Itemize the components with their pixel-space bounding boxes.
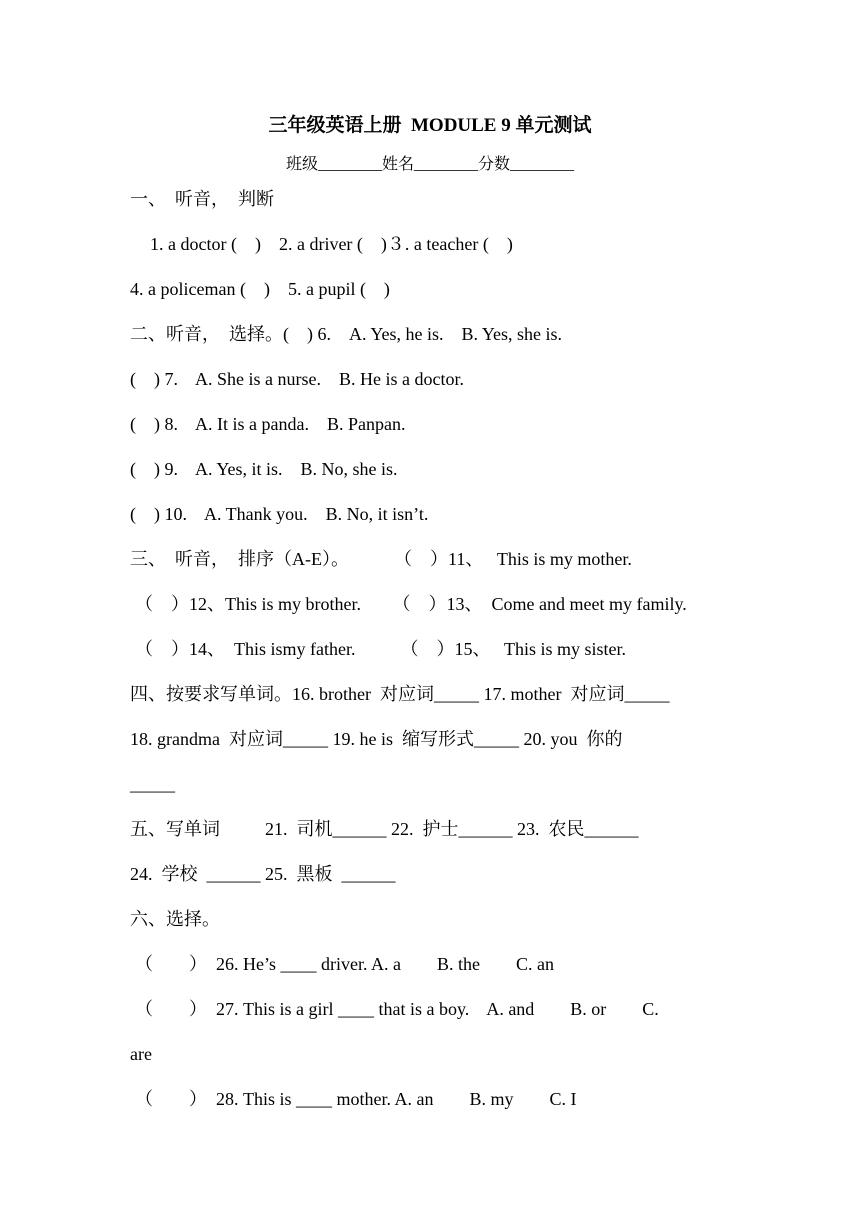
exam-line: 二、听音， 选择。( ) 6. A. Yes, he is. B. Yes, she is. — [130, 324, 563, 344]
exam-line: 4. a policeman ( ) 5. a pupil ( ) — [130, 279, 390, 299]
exam-line: （ ） 27. This is a girl ____ that is a boy. A. and B. or C. — [135, 999, 659, 1019]
page-title: 三年级英语上册 MODULE 9 单元测试 — [268, 115, 592, 136]
exam-line: 三、 听音， 排序（A-E）。 （ ）11、 This is my mother. — [130, 549, 632, 569]
exam-line: 五、写单词 21. 司机______ 22. 护士______ 23. 农民______ — [130, 819, 639, 839]
exam-line: 四、按要求写单词。16. brother 对应词_____ 17. mother 对应词_____ — [130, 684, 670, 704]
exam-line: （ ）14、 This ismy father. （ ）15、 This is my sister. — [135, 639, 626, 659]
exam-line: _____ — [130, 774, 175, 794]
exam-line: 18. grandma 对应词_____ 19. he is 缩写形式_____ 20. you 你的 — [130, 729, 623, 749]
exam-line: 24. 学校 ______ 25. 黑板 ______ — [130, 864, 396, 884]
exam-line: （ ） 26. He’s ____ driver. A. a B. the C. an — [135, 954, 554, 974]
student-info-line: 班级________姓名________分数________ — [285, 156, 574, 173]
exam-line: 1. a doctor ( ) 2. a driver ( )３. a teacher ( ) — [150, 234, 513, 254]
exam-line: ( ) 8. A. It is a panda. B. Panpan. — [130, 414, 406, 434]
exam-line: （ ）12、This is my brother. （ ）13、 Come and meet my family. — [135, 594, 687, 614]
exam-line: ( ) 10. A. Thank you. B. No, it isn’t. — [130, 504, 429, 524]
exam-line: 六、选择。 — [130, 909, 220, 929]
exam-line: ( ) 7. A. She is a nurse. B. He is a doctor. — [130, 369, 464, 389]
exam-line: are — [130, 1044, 152, 1064]
exam-line: （ ） 28. This is ____ mother. A. an B. my C. I — [135, 1089, 577, 1109]
exam-line: ( ) 9. A. Yes, it is. B. No, she is. — [130, 459, 398, 479]
exam-line: 一、 听音， 判断 — [130, 189, 274, 209]
